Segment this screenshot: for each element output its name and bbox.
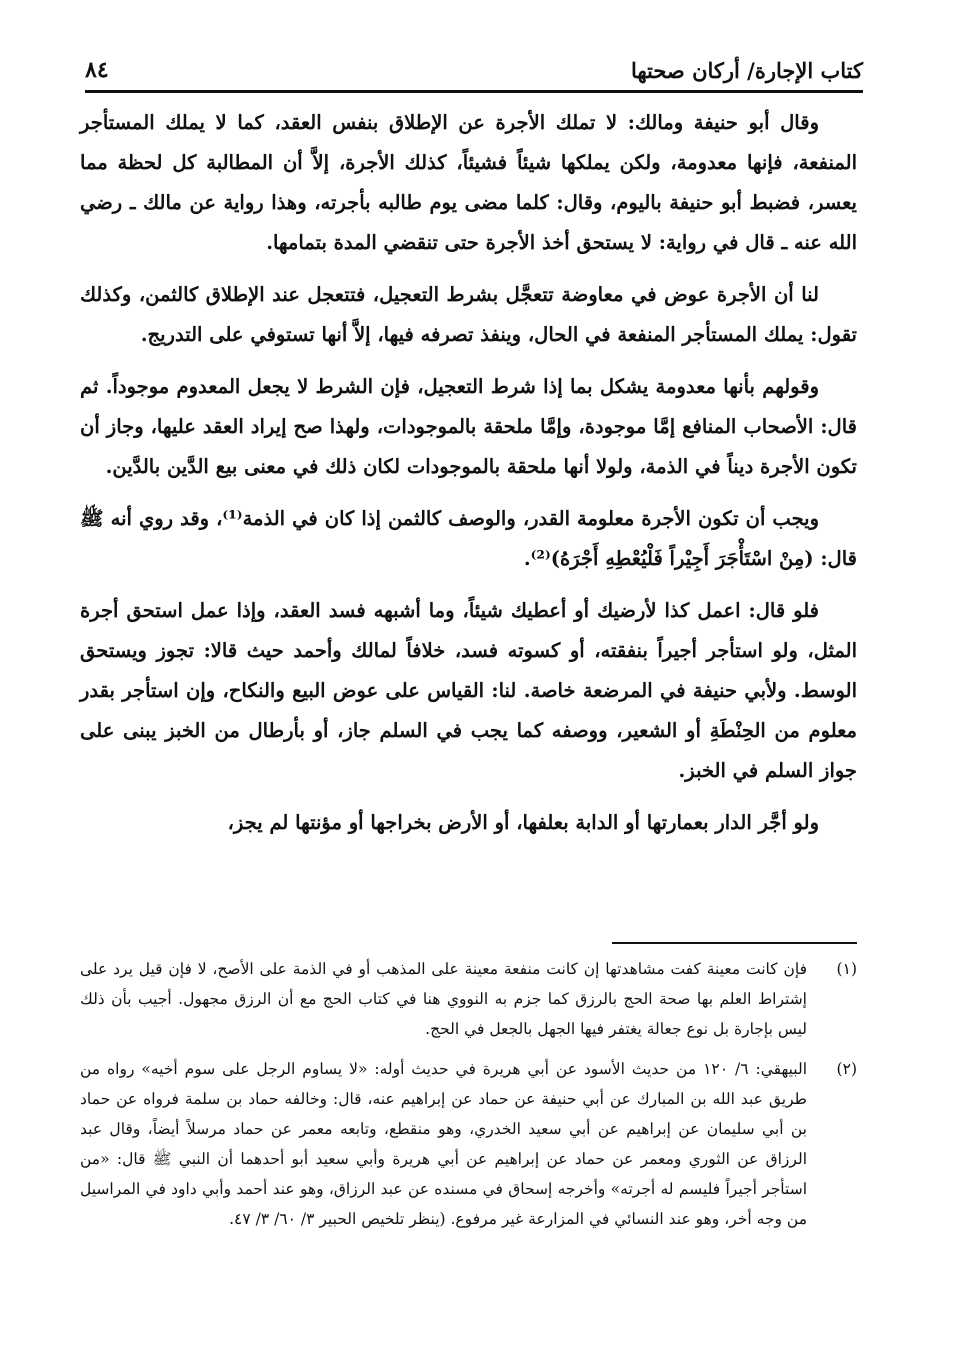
footnote-number: (٢) (836, 1060, 857, 1078)
paragraph: ويجب أن تكون الأجرة معلومة القدر، والوصف كالثمن إذا كان في الذمة⁽¹⁾، وقد روي أنه ﷺ قال: (مِنْ اسْتَأْجَرَ أَجِيْراً فَلْيُعْطِهِ أَجْرَهُ)⁽²⁾. (80, 507, 857, 570)
running-title: كتاب الإجارة/ أركان صحتها (630, 57, 863, 83)
footnote-number: (١) (836, 960, 857, 978)
header-rule (85, 90, 863, 93)
paragraph: وقال أبو حنيفة ومالك: لا تملك الأجرة عن الإطلاق بنفس العقد، كما لا يملك المستأجر المنفعة، فإنها معدومة، ولكن يملكها شيئاً فشيئاً، كذلك الأجرة، إلاَّ أن المطالبة كل لحظة مما يعسر، فضبط أبو حنيفة باليوم، وقال: كلما مضى يوم طالبه بأجرته، وهذا رواية عن مالك ـ رضي الله عنه ـ قال في رواية: لا يستحق أخذ الأجرة حتى تنقضي المدة بتمامها. (80, 111, 857, 254)
paragraph: لنا أن الأجرة عوض في معاوضة تتعجَّل بشرط التعجيل، فتتعجل عند الإطلاق كالثمن، وكذلك تقول: يملك المستأجر المنفعة في الحال، وينفذ تصرفه فيها، إلاَّ أنها تستوفي على التدريج. (80, 283, 857, 346)
footnote-text: فإن كانت معينة كفت مشاهدتها إن كانت منفعة معينة على المذهب أو في الذمة على الأصح، لا فإن قيل يرد على إشتراط العلم بها صحة الحج بالرزق كما جزم به النووي هنا في كتاب الحج مع أن الرزق مجهول. أجيب بأن ذلك ليس بإجارة بل نوع جعالة يغتفر فيها الجهل بالجعل في الحج. (80, 960, 807, 1038)
footnote (80, 1054, 857, 1234)
footnote-text: البيهقي: ٦/ ١٢٠ من حديث الأسود عن أبي هريرة في حديث أوله: «لا يساوم الرجل على سوم أخيه» رواه من طريق عبد الله بن المبارك عن أبي حنيفة عن حماد عن إبراهيم عنه، قال: وخالفه حماد بن سلمة فرواه عن حماد بن أبي سليمان عن إبراهيم عن أبي سعيد الخدري، وهو منقطع، وتابعه معمر عن حماد مرسلاً أيضاً، وقال عبد الرزاق عن الثوري ومعمر عن حماد عن إبراهيم عن أبي هريرة وأبي سعيد أبو أحدهما أن النبي ﷺ قال: «من استأجر أجيراً فليسم له أجرته» وأخرجه إسحاق في مسنده عن عبد الرزاق، وهو عند أحمد وأبي داود في المراسيل من وجه أخر، وهو عند النسائي في المزارعة غير مرفوع. (ينظر تلخيص الحبير ٣/ ٦٠/ ٣/ ٤٧. (80, 1060, 808, 1228)
main-text (80, 103, 857, 855)
page-number: ٨٤ (85, 57, 109, 83)
footnotes (80, 954, 857, 1244)
paragraph: فلو قال: اعمل كذا لأرضيك أو أعطيك شيئاً، وما أشبهه فسد العقد، وإذا عمل استحق أجرة المثل، ولو استأجر أجيراً بنفقته، أو كسوته فسد، خلافاً لمالك وأحمد حيث قالا: تجوز ويستحق الوسط. ولأبي حنيفة في المرضعة خاصة. لنا: القياس على عوض البيع والنكاح، وإن استأجر بقدر معلوم من الحِنْطَةِ أو الشعير، ووصفه كما يجب في السلم جاز، أو بأرطال من الخبز يبنى على جواز السلم في الخبز. (80, 599, 857, 782)
paragraph: ولو أجَّر الدار بعمارتها أو الدابة بعلفها، أو الأرض بخراجها أو مؤنتها لم يجز، (227, 811, 819, 834)
page-header (85, 50, 863, 90)
footnote (80, 954, 857, 1044)
paragraph: وقولهم بأنها معدومة يشكل بما إذا شرط التعجيل، فإن الشرط لا يجعل المعدوم موجوداً. ثم قال: الأصحاب المنافع إمَّا موجودة، وإمَّا ملحقة بالموجودات، ولهذا صح إيراد العقد عليها، وجاز أن تكون الأجرة ديناً في الذمة، ولولا أنها ملحقة بالموجودات لكان ذلك في معنى بيع الدَّين بالدَّين. (80, 375, 857, 478)
footnote-separator (612, 942, 857, 944)
